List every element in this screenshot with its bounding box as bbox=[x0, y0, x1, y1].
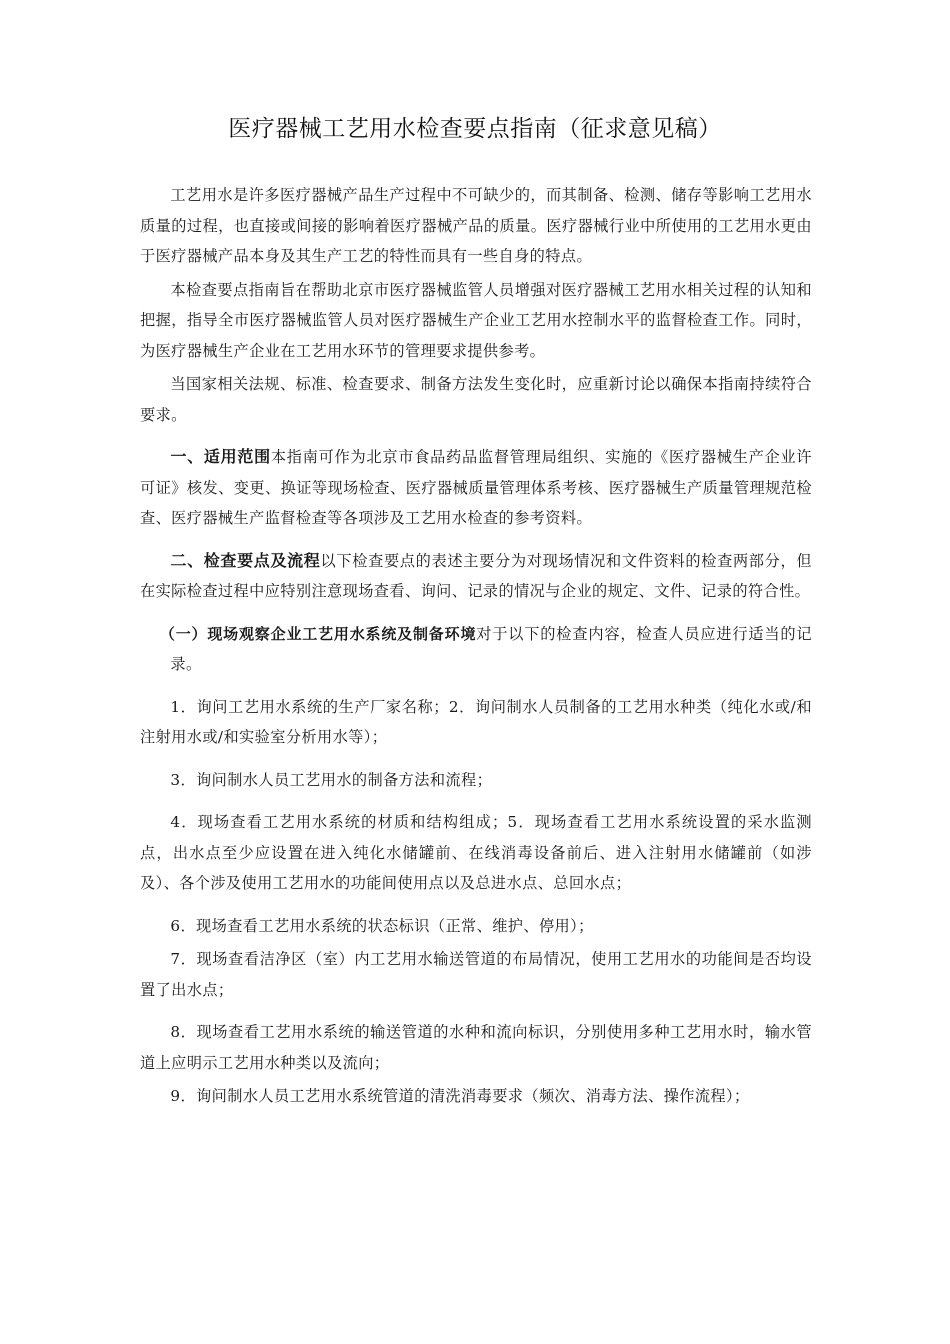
document-body bbox=[140, 180, 812, 1115]
subsection-text: 对于以下的检查内容，检查人员应进行适当的记录。 bbox=[170, 624, 812, 673]
checklist-item: 4．现场查看工艺用水系统的材质和结构组成；5．现场查看工艺用水系统设置的采水监测点，出水点至少应设置在进入纯化水储罐前、在线消毒设备前后、进入注射用水储罐前（如涉及）、各个涉及使用工艺用水的功能间使用点以及总进水点、总回水点； bbox=[140, 813, 812, 892]
checklist-item: 8．现场查看工艺用水系统的输送管道的水种和流向标识，分别使用多种工艺用水时，输水管道上应明示工艺用水种类以及流向； bbox=[140, 1023, 812, 1072]
section-heading: 二、检查要点及流程 bbox=[170, 550, 321, 570]
section-inspection-points bbox=[140, 546, 812, 607]
checklist-item: 9．询问制水人员工艺用水系统管道的清洗消毒要求（频次、消毒方法、操作流程）； bbox=[170, 1087, 750, 1105]
section-heading: 一、适用范围 bbox=[170, 447, 271, 466]
section-text: 本指南可作为北京市食品药品监督管理局组织、实施的《医疗器械生产企业许可证》核发、变更、换证等现场检查、医疗器械质量管理体系考核、医疗器械生产质量管理规范检查、医疗器械生产监督检查等各项涉及工艺用水检查的参考资料。 bbox=[140, 448, 812, 527]
intro-paragraph: 当国家相关法规、标准、检查要求、制备方法发生变化时，应重新讨论以确保本指南持续符合要求。 bbox=[140, 375, 812, 424]
document-title: 医疗器械工艺用水检查要点指南（征求意见稿） bbox=[228, 116, 722, 142]
subsection-heading: （一）现场观察企业工艺用水系统及制备环境 bbox=[159, 624, 477, 643]
subsection-site-observation bbox=[140, 619, 812, 680]
checklist-item: 3．询问制水人员工艺用水的制备方法和流程； bbox=[170, 770, 493, 789]
checklist-item: 6．现场查看工艺用水系统的状态标识（正常、维护、停用）； bbox=[170, 916, 594, 935]
section-text: 以下检查要点的表述主要分为对现场情况和文件资料的检查两部分，但在实际检查过程中应特别注意现场查看、询问、记录的情况与企业的规定、文件、记录的符合性。 bbox=[140, 551, 812, 600]
section-scope bbox=[140, 442, 812, 534]
intro-paragraph: 本检查要点指南旨在帮助北京市医疗器械监管人员增强对医疗器械工艺用水相关过程的认知和把握，指导全市医疗器械监管人员对医疗器械生产企业工艺用水控制水平的监督检查工作。同时，为医疗器械生产企业在工艺用水环节的管理要求提供参考。 bbox=[140, 280, 812, 360]
checklist-item: 1．询问工艺用水系统的生产厂家名称；2．询问制水人员制备的工艺用水种类（纯化水或/和注射用水或/和实验室分析用水等）； bbox=[140, 697, 812, 746]
checklist-item: 7．现场查看洁净区（室）内工艺用水输送管道的布局情况，使用工艺用水的功能间是否均设置了出水点； bbox=[140, 950, 812, 999]
intro-paragraph: 工艺用水是许多医疗器械产品生产过程中不可缺少的，而其制备、检测、储存等影响工艺用水质量的过程，也直接或间接的影响着医疗器械产品的质量。医疗器械行业中所使用的工艺用水更由于医疗器械产品本身及其生产工艺的特性而具有一些自身的特点。 bbox=[140, 186, 812, 265]
